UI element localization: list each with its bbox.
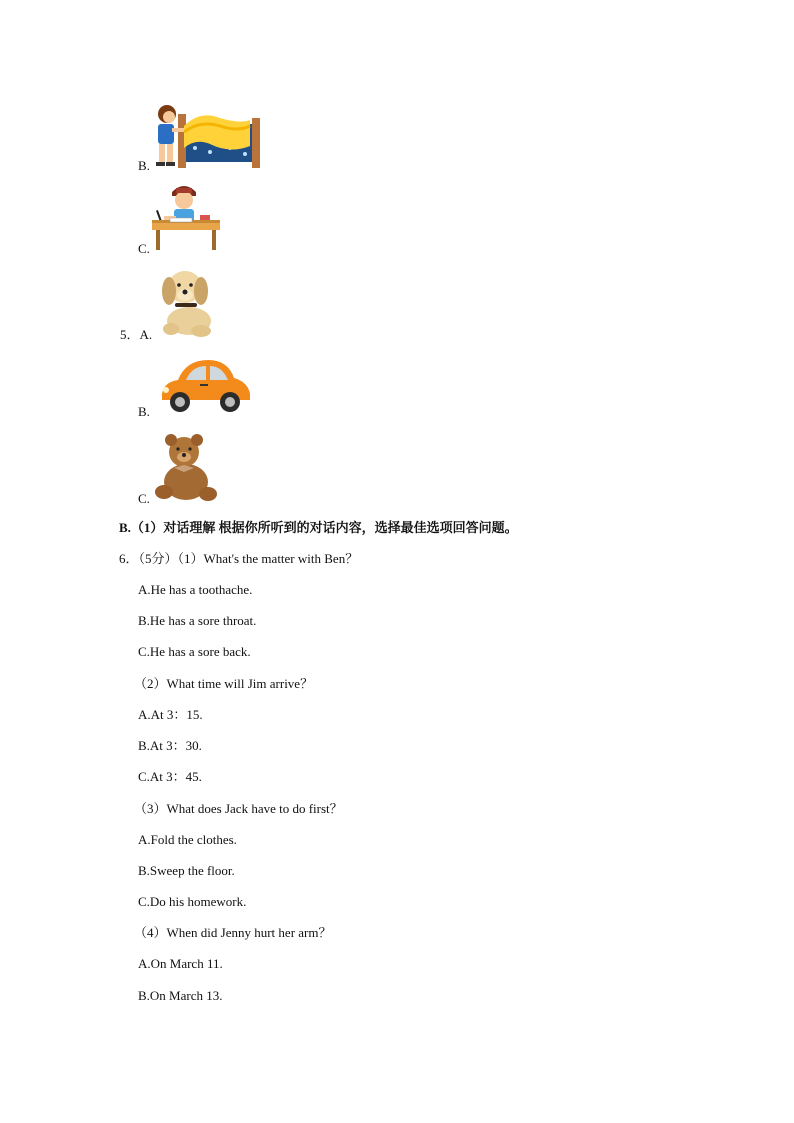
option-image-bed	[150, 102, 262, 170]
teddy-bear-icon	[150, 432, 220, 502]
sub-question-3: （3）What does Jack have to do first？	[134, 801, 343, 816]
answer-option: B.He has a sore throat.	[138, 613, 257, 628]
answer-option: C.At 3：45.	[138, 769, 202, 784]
toy-car-icon	[156, 352, 254, 416]
answer-option: C.He has a sore back.	[138, 644, 251, 659]
question-6-intro: 6．（5分）（1）What's the matter with Ben？	[119, 551, 359, 566]
answer-option: A.Fold the clothes.	[138, 832, 237, 847]
option-label: C.	[138, 241, 150, 256]
option-image-desk	[150, 182, 222, 252]
section-heading: B.（1）对话理解 根据你所听到的对话内容，选择最佳选项回答问题。	[119, 520, 518, 535]
answer-option: B.On March 13.	[138, 988, 223, 1003]
answer-option: B.At 3：30.	[138, 738, 202, 753]
sub-question-4: （4）When did Jenny hurt her arm？	[134, 925, 332, 940]
option-image-dog	[155, 263, 221, 337]
answer-option: A.On March 11.	[138, 956, 223, 971]
option-label: B.	[138, 404, 150, 419]
sub-question-2: （2）What time will Jim arrive？	[134, 676, 314, 691]
option-label: B.	[138, 158, 150, 173]
answer-option: A.He has a toothache.	[138, 582, 253, 597]
option-image-car	[156, 352, 254, 416]
option-image-bear	[150, 432, 220, 502]
toy-dog-icon	[155, 263, 221, 337]
answer-option: B.Sweep the floor.	[138, 863, 235, 878]
boy-writing-at-desk-icon	[150, 182, 222, 252]
question-5-option-label: 5．A.	[120, 327, 153, 342]
boy-making-bed-icon	[150, 102, 262, 170]
answer-option: C.Do his homework.	[138, 894, 247, 909]
answer-option: A.At 3：15.	[138, 707, 203, 722]
option-label: C.	[138, 491, 150, 506]
